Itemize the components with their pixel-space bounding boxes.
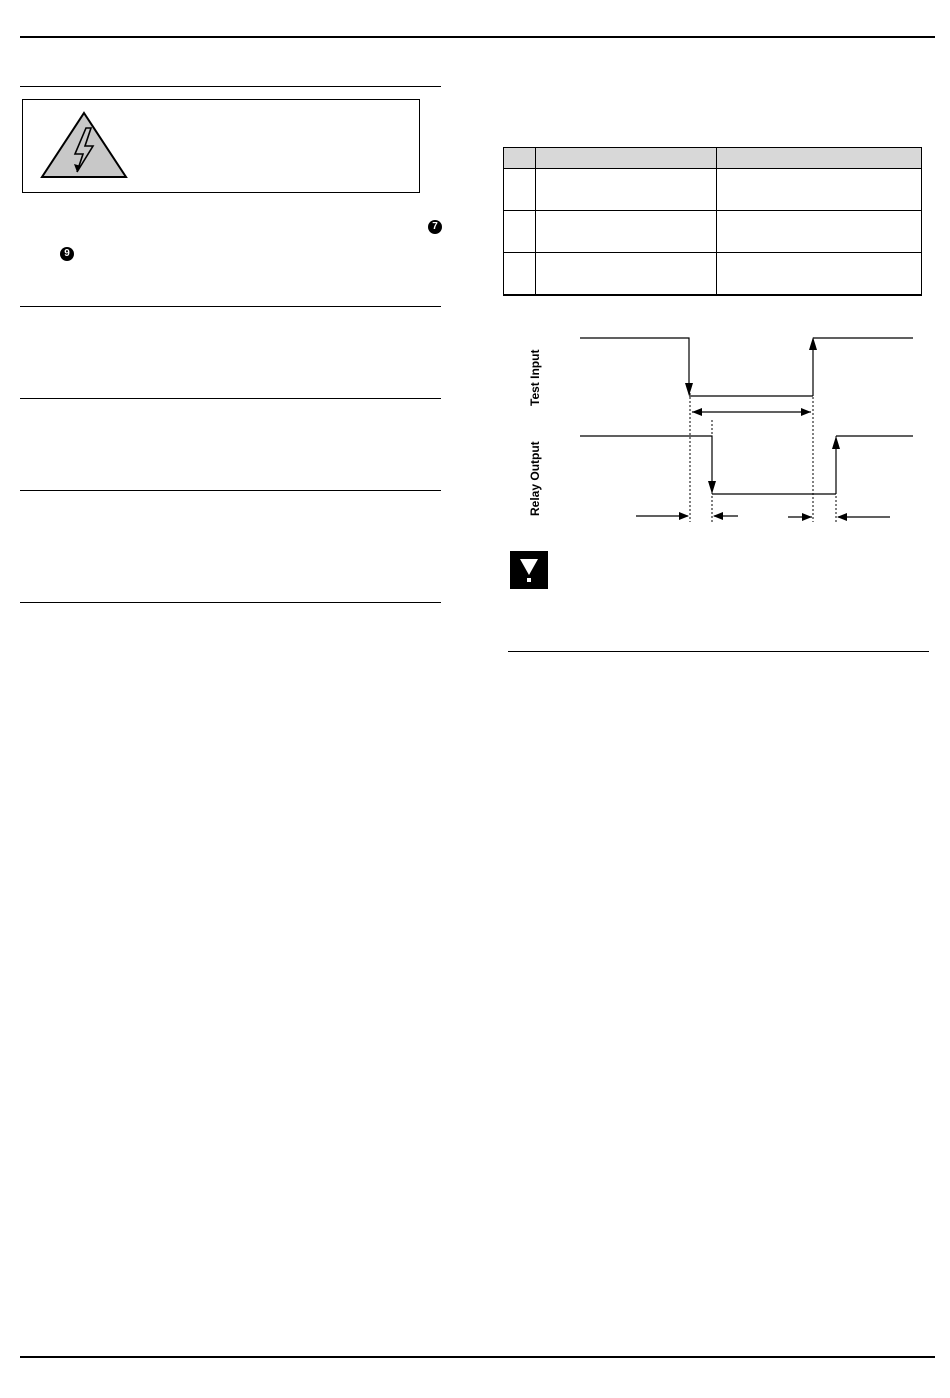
section-rule-5 [20,602,441,603]
table-cell [536,211,717,253]
table-row [504,169,922,211]
relay-output-label: Relay Output [528,441,542,516]
turn-off-delay-arrows [788,513,890,521]
table-header-cell [504,148,536,169]
table-cell [536,253,717,296]
table-cell [536,169,717,211]
pulse-duration-arrow [692,408,811,416]
section-rule-right [508,651,929,652]
warning-box [22,99,420,193]
footer-rule [20,1356,935,1358]
table-cell [717,169,922,211]
test-input-label: Test Input [528,349,542,406]
reference-marker-7: 7 [428,220,442,234]
section-rule-3 [20,398,441,399]
section-rule-2 [20,306,441,307]
table-header-row [504,148,922,169]
section-rule-1 [20,86,441,87]
header-rule [20,36,935,38]
turn-on-delay-arrows [636,512,738,520]
high-voltage-warning-icon [39,110,129,180]
spec-table [503,147,922,296]
test-input-waveform [580,337,913,396]
table-row [504,253,922,296]
relay-output-waveform [580,436,913,494]
timing-guides [690,385,836,522]
note-icon [510,551,548,589]
table-cell [504,253,536,296]
table-cell [717,253,922,296]
reference-marker-9: 9 [60,247,74,261]
table-header-cell [717,148,922,169]
section-rule-4 [20,490,441,491]
table-header-cell [536,148,717,169]
table-row [504,211,922,253]
table-cell [504,169,536,211]
table-cell [717,211,922,253]
table-cell [504,211,536,253]
